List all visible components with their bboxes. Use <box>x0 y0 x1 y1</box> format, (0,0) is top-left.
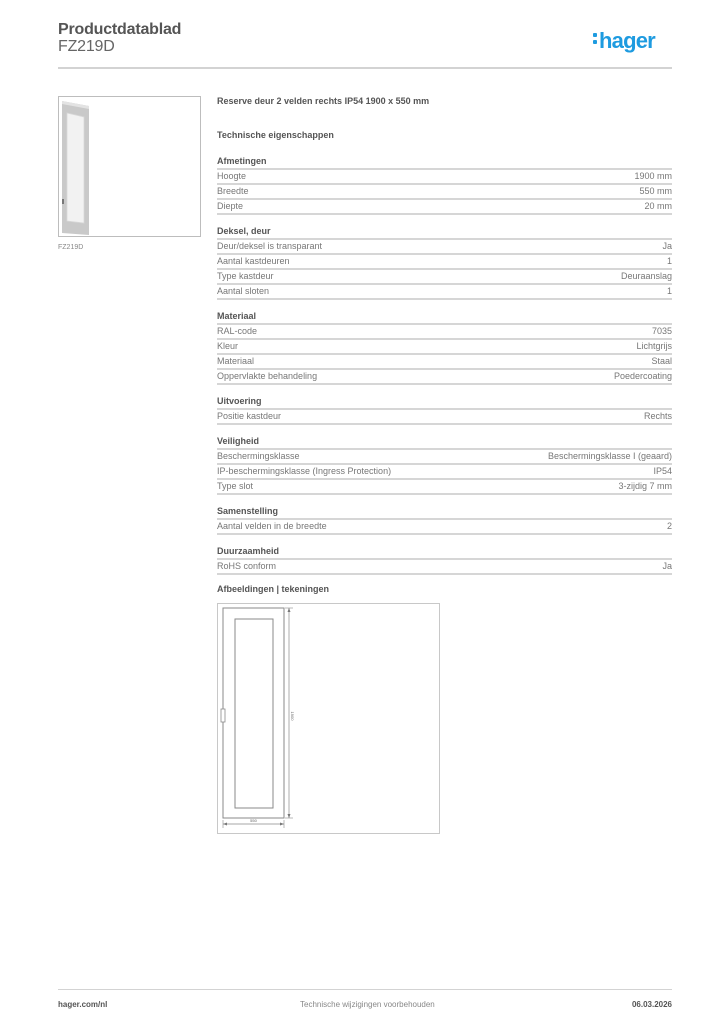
product-code: FZ219D <box>58 38 115 55</box>
spec-section-deksel-deur <box>217 225 672 300</box>
logo-colon-icon <box>593 30 599 47</box>
spec-value: Deuraanslag <box>620 271 672 281</box>
spec-value: Ja <box>662 561 672 571</box>
spec-label: Aantal sloten <box>217 286 270 296</box>
header-divider <box>58 67 672 69</box>
technical-drawing <box>217 603 440 834</box>
spec-value: 2 <box>666 521 672 531</box>
section-title: Materiaal <box>217 310 672 325</box>
spec-row <box>217 560 672 575</box>
section-title: Afmetingen <box>217 155 672 170</box>
spec-label: Deur/deksel is transparant <box>217 241 323 251</box>
spec-label: Beschermingsklasse <box>217 451 300 461</box>
spec-row <box>217 285 672 300</box>
section-title: Duurzaamheid <box>217 545 672 560</box>
door-panel-icon <box>59 97 200 236</box>
spec-row <box>217 480 672 495</box>
spec-row <box>217 185 672 200</box>
spec-row <box>217 520 672 535</box>
spec-value: Beschermingsklasse I (geaard) <box>547 451 672 461</box>
spec-label: Breedte <box>217 186 249 196</box>
spec-row <box>217 255 672 270</box>
spec-label: Materiaal <box>217 356 255 366</box>
spec-label: Diepte <box>217 201 244 211</box>
spec-label: RoHS conform <box>217 561 277 571</box>
spec-value: 1 <box>666 256 672 266</box>
spec-label: IP-beschermingsklasse (Ingress Protection) <box>217 466 392 476</box>
spec-table <box>217 155 672 585</box>
dimension-height: 1900 <box>290 711 295 721</box>
spec-label: RAL-code <box>217 326 258 336</box>
spec-row <box>217 370 672 385</box>
spec-value: IP54 <box>653 466 672 476</box>
spec-label: Hoogte <box>217 171 247 181</box>
section-title: Samenstelling <box>217 505 672 520</box>
spec-label: Kleur <box>217 341 239 351</box>
spec-row <box>217 270 672 285</box>
product-name: Reserve deur 2 velden rechts IP54 1900 x 550 mm <box>217 96 430 106</box>
technical-properties-heading: Technische eigenschappen <box>217 130 334 140</box>
hager-logo <box>593 29 655 53</box>
spec-section-samenstelling <box>217 505 672 535</box>
spec-value: 3-zijdig 7 mm <box>618 481 672 491</box>
spec-row <box>217 340 672 355</box>
spec-value: 550 mm <box>639 186 672 196</box>
footer-website-link[interactable]: hager.com/nl <box>58 1000 108 1009</box>
spec-value: Rechts <box>643 411 672 421</box>
footer-disclaimer: Technische wijzigingen voorbehouden <box>300 1000 435 1009</box>
spec-row <box>217 325 672 340</box>
dimension-width: 550 <box>250 818 257 823</box>
spec-section-afmetingen <box>217 155 672 215</box>
spec-label: Type kastdeur <box>217 271 274 281</box>
spec-value: Poedercoating <box>613 371 672 381</box>
spec-row <box>217 450 672 465</box>
spec-value: Staal <box>651 356 672 366</box>
spec-row <box>217 355 672 370</box>
spec-label: Positie kastdeur <box>217 411 282 421</box>
spec-row <box>217 240 672 255</box>
logo-text: hager <box>599 28 655 53</box>
spec-value: 1900 mm <box>634 171 672 181</box>
spec-label: Oppervlakte behandeling <box>217 371 318 381</box>
footer-date: 06.03.2026 <box>631 1000 672 1009</box>
section-title: Uitvoering <box>217 395 672 410</box>
section-title: Veiligheid <box>217 435 672 450</box>
spec-row <box>217 410 672 425</box>
spec-label: Type slot <box>217 481 254 491</box>
spec-label: Aantal kastdeuren <box>217 256 290 266</box>
spec-section-uitvoering <box>217 395 672 425</box>
drawings-heading: Afbeeldingen | tekeningen <box>217 584 330 594</box>
spec-value: 1 <box>666 286 672 296</box>
product-image <box>58 96 201 237</box>
footer-divider <box>58 989 672 990</box>
spec-row <box>217 200 672 215</box>
section-title: Deksel, deur <box>217 225 672 240</box>
spec-value: Lichtgrijs <box>636 341 672 351</box>
spec-label: Aantal velden in de breedte <box>217 521 327 531</box>
product-image-caption: FZ219D <box>58 244 84 251</box>
spec-value: Ja <box>662 241 672 251</box>
door-drawing-icon <box>218 604 439 833</box>
spec-value: 7035 <box>651 326 672 336</box>
spec-section-veiligheid <box>217 435 672 495</box>
spec-row <box>217 170 672 185</box>
spec-section-materiaal <box>217 310 672 385</box>
spec-value: 20 mm <box>644 201 672 211</box>
spec-row <box>217 465 672 480</box>
page-title: Productdatablad <box>58 21 182 38</box>
spec-section-duurzaamheid <box>217 545 672 575</box>
